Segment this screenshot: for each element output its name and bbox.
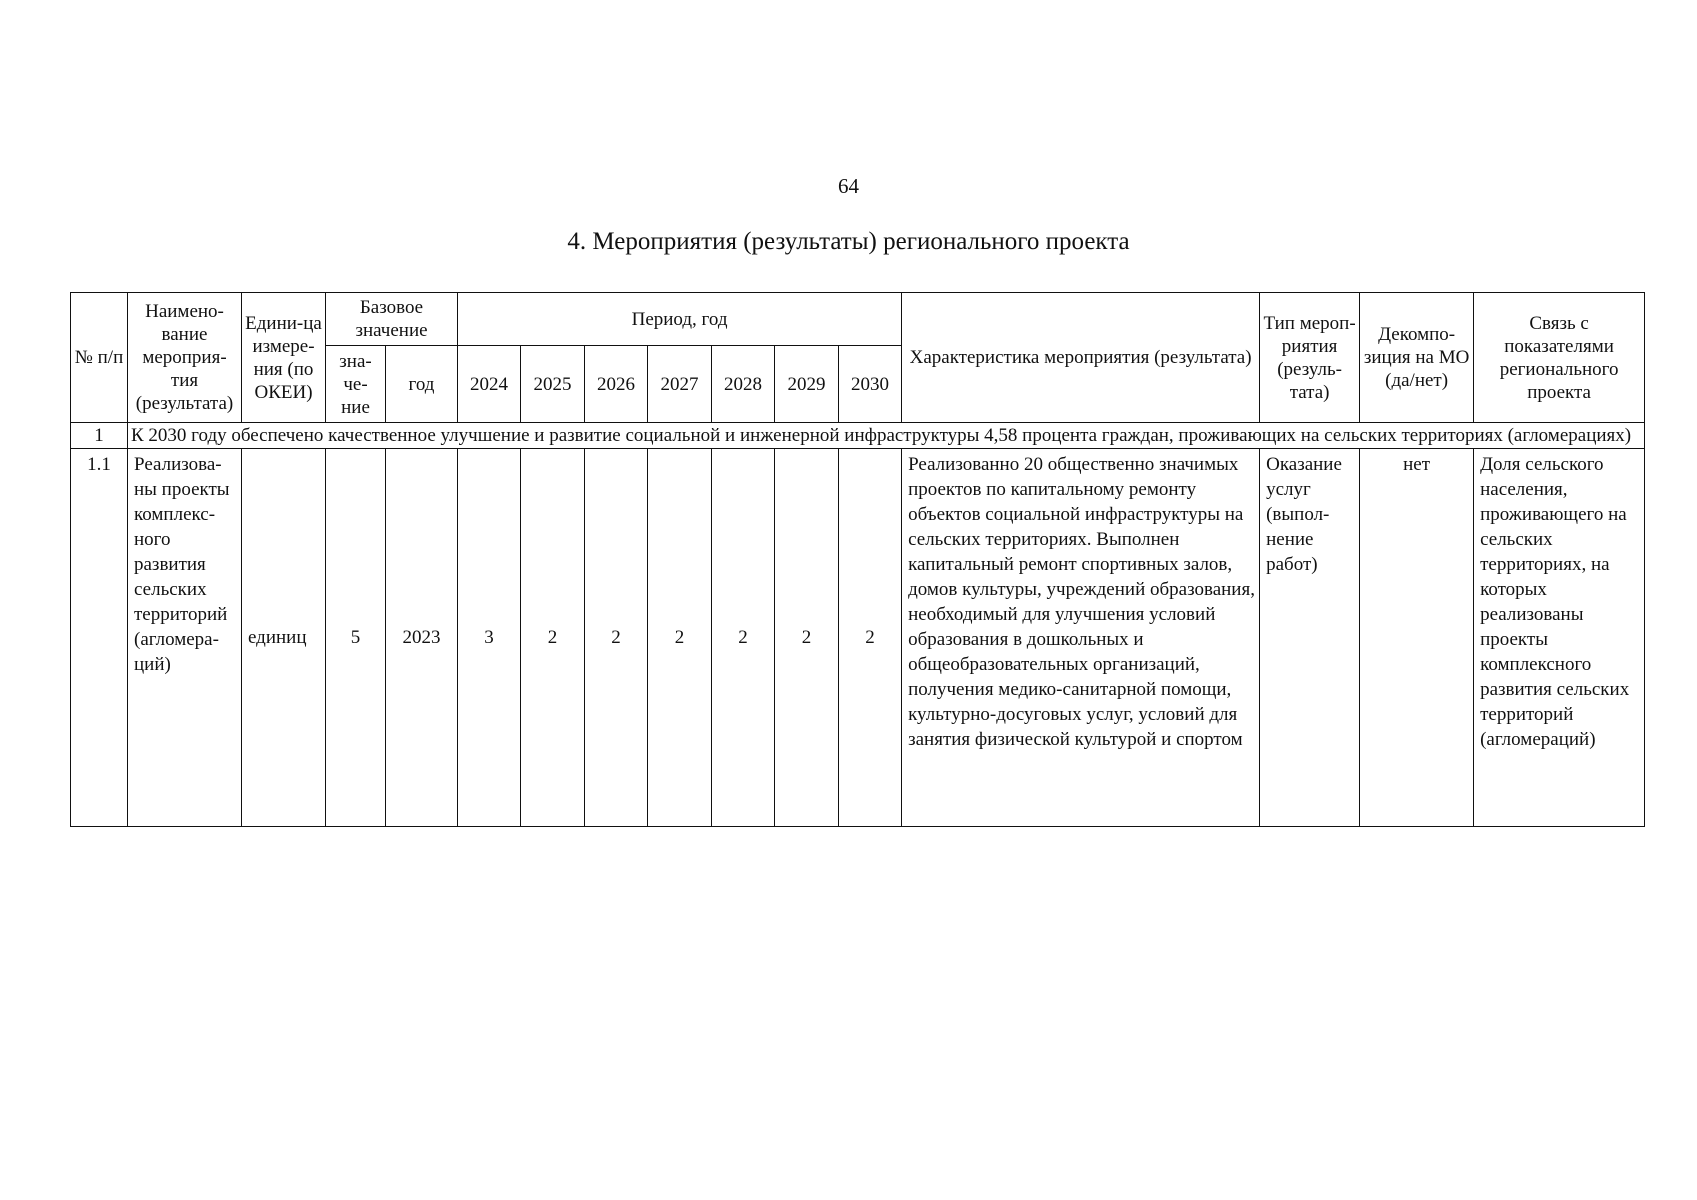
header-link: Связь с показателями регионального проекта (1474, 293, 1645, 423)
row-decomposition: нет (1360, 449, 1474, 827)
header-year-2025: 2025 (521, 346, 585, 423)
row-base-value: 5 (326, 449, 386, 827)
section-title: 4. Мероприятия (результаты) регионального проекта (567, 228, 1130, 255)
row-value-2030: 2 (839, 449, 902, 827)
header-period: Период, год (458, 293, 902, 346)
row-name: Реализова-ны проекты комплекс-ного развития сельских территорий (агломера-ций) (128, 449, 242, 827)
row-characteristic: Реализованно 20 общественно значимых проектов по капитальному ремонту объектов социальной инфраструктуры на сельских территориях. Выполнен капитальный ремонт спортивных залов, домов культуры, учреждений образования, необходимый для улучшения условий образования в дошкольных и общеобразовательных организаций, получения медико-санитарной помощи, культурно-досуговых услуг, условий для занятия физической культурой и спортом (902, 449, 1260, 827)
table-row (71, 449, 1645, 827)
header-year-2027: 2027 (648, 346, 712, 423)
header-characteristic: Характеристика мероприятия (результата) (902, 293, 1260, 423)
row-num: 1.1 (71, 449, 128, 827)
header-year-2028: 2028 (712, 346, 775, 423)
results-table (70, 292, 1645, 827)
header-num: № п/п (71, 293, 128, 423)
row-link: Доля сельского населения, проживающего на сельских территориях, на которых реализованы проекты комплексного развития сельских территорий (агломераций) (1474, 449, 1645, 827)
row-value-2027: 2 (648, 449, 712, 827)
row-unit: единиц (242, 449, 326, 827)
header-unit: Едини-ца измере-ния (по ОКЕИ) (242, 293, 326, 423)
header-year-2026: 2026 (585, 346, 648, 423)
row-value-2028: 2 (712, 449, 775, 827)
header-decomposition: Декомпо-зиция на МО (да/нет) (1360, 293, 1474, 423)
header-row-1 (71, 293, 1645, 346)
goal-num: 1 (71, 423, 128, 449)
row-value-2024: 3 (458, 449, 521, 827)
page-number: 64 (838, 174, 859, 198)
header-year-2030: 2030 (839, 346, 902, 423)
header-year-2029: 2029 (775, 346, 839, 423)
header-base-year: год (386, 346, 458, 423)
header-type: Тип мероп-риятия (резуль-тата) (1260, 293, 1360, 423)
goal-row (71, 423, 1645, 449)
row-value-2025: 2 (521, 449, 585, 827)
row-type: Оказание услуг (выпол-нение работ) (1260, 449, 1360, 827)
header-year-2024: 2024 (458, 346, 521, 423)
header-name: Наимено-вание мероприя-тия (результата) (128, 293, 242, 423)
header-base-value: зна-че-ние (326, 346, 386, 423)
goal-text: К 2030 году обеспечено качественное улучшение и развитие социальной и инженерной инфраструктуры 4,58 процента граждан, проживающих на сельских территориях (агломерациях) (128, 423, 1645, 449)
row-base-year: 2023 (386, 449, 458, 827)
row-value-2026: 2 (585, 449, 648, 827)
header-base: Базовое значение (326, 293, 458, 346)
row-value-2029: 2 (775, 449, 839, 827)
